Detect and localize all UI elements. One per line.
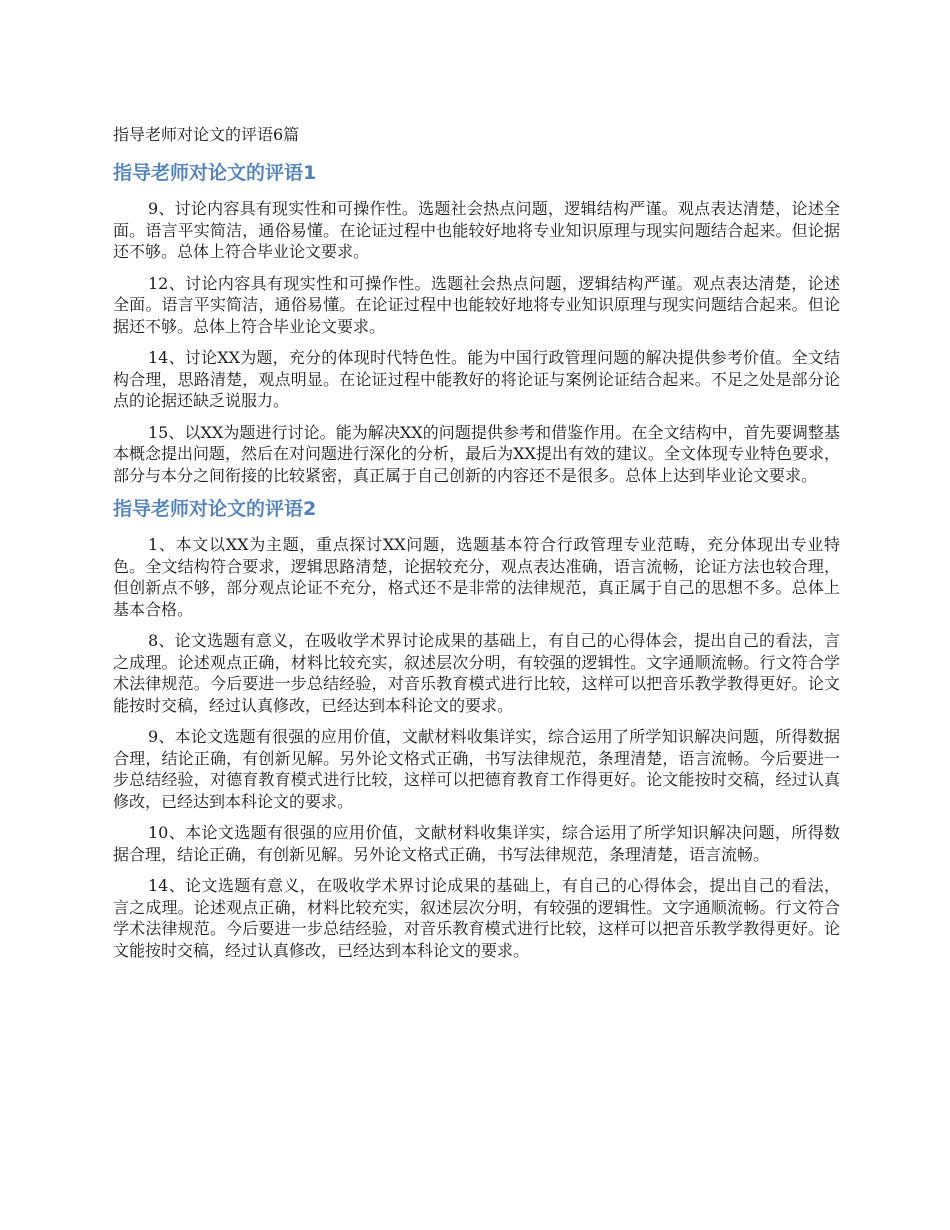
- paragraph: 9、本论文选题有很强的应用价值，文献材料收集详实，综合运用了所学知识解决问题，所得数据合理，结论正确，有创新见解。另外论文格式正确，书写法律规范，条理清楚，语言流畅。今后要进一步总结经验，对德育教育模式进行比较，这样可以把德育教育工作得更好。论文能按时交稿，经过认真修改，已经达到本科论文的要求。: [113, 727, 840, 811]
- paragraph: 9、讨论内容具有现实性和可操作性。选题社会热点问题，逻辑结构严谨。观点表达清楚，论述全面。语言平实简洁，通俗易懂。在论证过程中也能较好地将专业知识原理与现实问题结合起来。但论据还不够。总体上符合毕业论文要求。: [113, 199, 840, 261]
- document-title: 指导老师对论文的评语6篇: [113, 125, 300, 144]
- paragraph: 1、本文以XX为主题，重点探讨XX问题，选题基本符合行政管理专业范畴，充分体现出专业特色。全文结构符合要求，逻辑思路清楚，论据较充分，观点表达准确，语言流畅，论证方法也较合理，但创新点不够，部分观点论证不充分，格式还不是非常的法律规范，真正属于自己的思想不多。总体上基本合格。: [113, 535, 840, 619]
- paragraph: 12、讨论内容具有现实性和可操作性。选题社会热点问题，逻辑结构严谨。观点表达清楚，论述全面。语言平实简洁，通俗易懂。在论证过程中也能较好地将专业知识原理与现实问题结合起来。但论据还不够。总体上符合毕业论文要求。: [113, 273, 840, 336]
- paragraph: 15、以XX为题进行讨论。能为解决XX的问题提供参考和借鉴作用。在全文结构中，首先要调整基本概念提出问题，然后在对问题进行深化的分析，最后为XX提出有效的建议。全文体现专业特色要求，部分与本分之间衔接的比较紧密，真正属于自己创新的内容还不是很多。总体上达到毕业论文要求。: [113, 422, 840, 485]
- section-heading: 指导老师对论文的评语2: [113, 498, 317, 520]
- paragraph: 14、讨论XX为题，充分的体现时代特色性。能为中国行政管理问题的解决提供参考价值。全文结构合理，思路清楚，观点明显。在论证过程中能教好的将论证与案例论证结合起来。不足之处是部分论点的论据还缺乏说服力。: [113, 348, 840, 410]
- section-heading: 指导老师对论文的评语1: [113, 162, 317, 184]
- section-1: [113, 160, 840, 486]
- paragraph: 8、论文选题有意义，在吸收学术界讨论成果的基础上，有自己的心得体会，提出自己的看法，言之成理。论述观点正确，材料比较充实，叙述层次分明，有较强的逻辑性。文字通顺流畅。行文符合学术法律规范。今后要进一步总结经验，对音乐教育模式进行比较，这样可以把音乐教学教得更好。论文能按时交稿，经过认真修改，已经达到本科论文的要求。: [113, 631, 840, 715]
- paragraph: 10、本论文选题有很强的应用价值，文献材料收集详实，综合运用了所学知识解决问题，所得数据合理，结论正确，有创新见解。另外论文格式正确，书写法律规范，条理清楚，语言流畅。: [113, 823, 840, 864]
- section-2: [113, 496, 840, 961]
- paragraph: 14、论文选题有意义，在吸收学术界讨论成果的基础上，有自己的心得体会，提出自己的看法，言之成理。论述观点正确，材料比较充实，叙述层次分明，有较强的逻辑性。文字通顺流畅。行文符合学术法律规范。今后要进一步总结经验，对音乐教育模式进行比较，这样可以把音乐教学教得更好。论文能按时交稿，经过认真修改，已经达到本科论文的要求。: [113, 876, 840, 960]
- document-page: [113, 124, 840, 971]
